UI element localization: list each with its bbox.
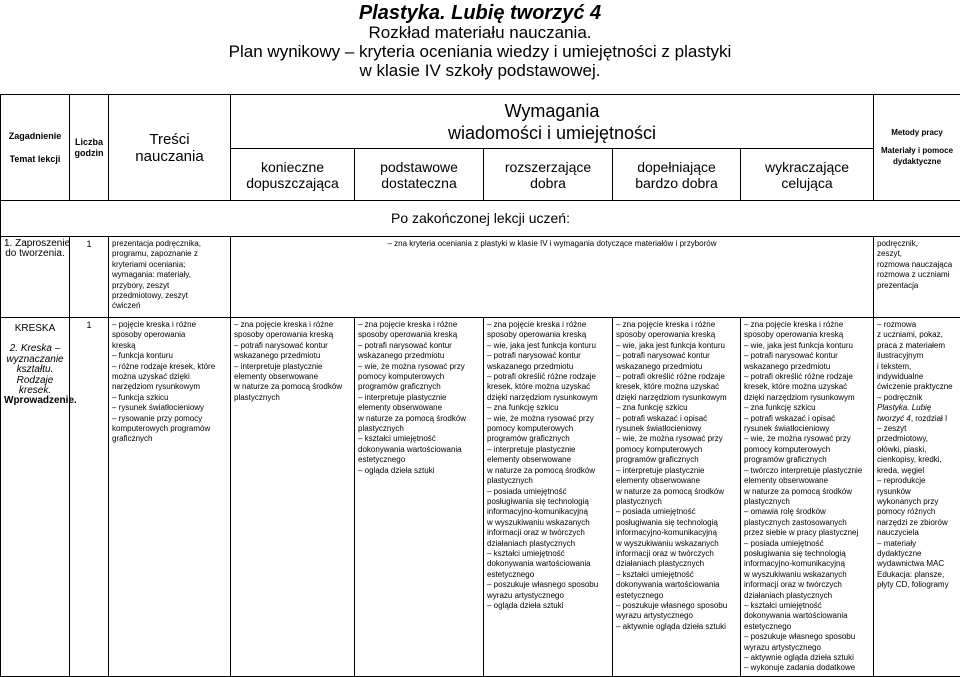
requirement-line: – wie, że można rysować przy: [744, 434, 870, 444]
requirement-line: – aktywnie ogląda dzieła sztuki: [616, 622, 737, 632]
requirement-line: plastycznych: [234, 393, 351, 403]
requirement-line: – poszukuje własnego sposobu: [487, 580, 609, 590]
content-line: komputerowych programów: [112, 424, 227, 434]
requirement-line: – kształci umiejętność: [616, 570, 737, 580]
row2-topic: KRESKA 2. Kreska – wyznaczanie kształtu. Rodzaje kresek. Wprowadzenie.: [1, 318, 70, 677]
requirement-line: programów graficznych: [744, 455, 870, 465]
requirement-line: posługiwania się technologią: [744, 549, 870, 559]
methods-line: rozmowa z uczniami: [877, 270, 957, 280]
topic-line: 2. Kreska –: [4, 344, 66, 354]
requirement-line: w naturze za pomocą środków: [616, 487, 737, 497]
content-line: – funkcja szkicu: [112, 393, 227, 403]
requirement-line: informacji oraz w twórczych: [616, 549, 737, 559]
requirement-line: – posiada umiejętność: [744, 539, 870, 549]
row2-level-3: [484, 318, 613, 677]
requirement-line: – zna funkcję szkicu: [744, 403, 870, 413]
requirement-line: – zna pojęcie kreska i różne: [234, 320, 351, 330]
row2-methods: [874, 318, 960, 677]
requirement-line: – zna funkcję szkicu: [616, 403, 737, 413]
row1-requirements: – zna kryteria oceniania z plastyki w klasie IV i wymagania dotyczące materiałów i przyborów: [231, 237, 874, 318]
requirement-line: – zna funkcję szkicu: [487, 403, 609, 413]
requirement-line: – wie, jaka jest funkcja konturu: [616, 341, 737, 351]
methods-line: przedmiotowy,: [877, 434, 957, 444]
methods-line: zeszyt,: [877, 249, 957, 259]
requirement-line: – kształci umiejętność: [744, 601, 870, 611]
requirement-line: informacji oraz w twórczych: [744, 580, 870, 590]
requirement-line: – potrafi określić różne rodzaje: [744, 372, 870, 382]
methods-line: Edukacja: plansze,: [877, 570, 957, 580]
header-requirements: Wymagania wiadomości i umiejętności: [231, 95, 874, 149]
requirement-line: przez siebie w pracy plastycznej: [744, 528, 870, 538]
requirement-line: wskazanego przedmiotu: [358, 351, 480, 361]
methods-line: ilustracyjnym: [877, 351, 957, 361]
row2-level-2: [355, 318, 484, 677]
requirement-line: plastycznych: [358, 424, 480, 434]
methods-line: nauczyciela: [877, 528, 957, 538]
requirement-line: wskazanego przedmiotu: [234, 351, 351, 361]
document-title: Plastyka. Lubię tworzyć 4: [0, 3, 960, 24]
methods-line: – podręcznik: [877, 393, 957, 403]
content-line: ćwiczeń: [112, 301, 227, 311]
header-level-2: podstawowe dostateczna: [355, 149, 484, 201]
requirement-line: – zna pojęcie kreska i różne: [744, 320, 870, 330]
header-content: Treści nauczania: [109, 95, 231, 201]
requirement-line: kresek, które można uzyskać: [744, 382, 870, 392]
content-line: prezentacja podręcznika,: [112, 239, 227, 249]
content-line: wymagania: materiały,: [112, 270, 227, 280]
methods-line: ołówki, piaski,: [877, 445, 957, 455]
requirement-line: plastycznych: [487, 476, 609, 486]
row1-methods: [874, 237, 960, 318]
content-line: – rysowanie przy pomocy: [112, 414, 227, 424]
requirement-line: posługiwania się technologią: [616, 518, 737, 528]
row1-topic: 1. Zaproszenie do tworzenia.: [1, 237, 70, 318]
requirement-line: – zna pojęcie kreska i różne: [616, 320, 737, 330]
requirement-line: w wyszukiwaniu wskazanych: [487, 518, 609, 528]
content-line: sposoby operowania: [112, 330, 227, 340]
requirement-line: posługiwania się technologią: [487, 497, 609, 507]
content-line: przybory, zeszyt: [112, 281, 227, 291]
requirement-line: informacyjno-komunikacyjną: [616, 528, 737, 538]
requirement-line: informacyjno-komunikacyjną: [487, 507, 609, 517]
curriculum-table: [0, 94, 960, 677]
methods-line: i tekstem,: [877, 362, 957, 372]
requirement-line: rysunek światłocieniowy: [616, 424, 737, 434]
methods-line: rozmowa nauczająca: [877, 260, 957, 270]
methods-line-suffix: , rozdział I: [911, 414, 947, 423]
requirement-line: pomocy komputerowych: [616, 445, 737, 455]
methods-line: podręcznik,: [877, 239, 957, 249]
methods-line: cienkopisy, kredki,: [877, 455, 957, 465]
methods-line: praca z materiałem: [877, 341, 957, 351]
requirement-line: dokonywania wartościowania: [616, 580, 737, 590]
requirement-line: – potrafi narysować kontur: [616, 351, 737, 361]
document-subtitle-plan: Plan wynikowy – kryteria oceniania wiedzy i umiejętności z plastyki: [0, 43, 960, 61]
requirement-line: elementy obserwowane: [487, 455, 609, 465]
methods-line-title: tworzyć 4, rozdział I: [877, 414, 957, 424]
header-after-lesson: Po zakończonej lekcji uczeń:: [1, 201, 960, 237]
requirement-line: – potrafi narysować kontur: [744, 351, 870, 361]
requirement-line: wskazanego przedmiotu: [616, 362, 737, 372]
requirement-line: wyrazu artystycznego: [744, 643, 870, 653]
requirement-line: programów graficznych: [487, 434, 609, 444]
topic-line: kształtu.: [4, 365, 66, 375]
requirement-line: działaniach plastycznych: [487, 539, 609, 549]
content-line: programu, zapoznanie z: [112, 249, 227, 259]
requirement-line: – wie, jaka jest funkcja konturu: [744, 341, 870, 351]
requirement-line: działaniach plastycznych: [616, 559, 737, 569]
requirement-line: działaniach plastycznych: [744, 591, 870, 601]
methods-line: – reprodukcje: [877, 476, 957, 486]
requirement-line: sposoby operowania kreską: [358, 330, 480, 340]
methods-line: płyty CD, foliogramy: [877, 580, 957, 590]
requirement-line: pomocy komputerowych: [487, 424, 609, 434]
row2-level-5: [741, 318, 874, 677]
topic-line: wyznaczanie: [4, 355, 66, 365]
requirement-line: – omawia rolę środków: [744, 507, 870, 517]
row2-content: [109, 318, 231, 677]
requirement-line: – potrafi narysować kontur: [234, 341, 351, 351]
requirement-line: – kształci umiejętność: [487, 549, 609, 559]
requirement-line: – posiada umiejętność: [616, 507, 737, 517]
content-line: narzędziom rysunkowym: [112, 382, 227, 392]
content-line: – różne rodzaje kresek, które: [112, 362, 227, 372]
header-level-5: wykraczające celująca: [741, 149, 874, 201]
requirement-line: wyrazu artystycznego: [616, 611, 737, 621]
requirement-line: elementy obserwowane: [744, 476, 870, 486]
methods-line: prezentacja: [877, 281, 957, 291]
row2-hours: 1: [70, 318, 109, 677]
methods-line: pomocy różnych: [877, 507, 957, 517]
requirement-line: wskazanego przedmiotu: [487, 362, 609, 372]
requirement-line: sposoby operowania kreską: [616, 330, 737, 340]
requirement-line: dzięki narzędziom rysunkowym: [487, 393, 609, 403]
header-methods: Metody pracy Materiały i pomoce dydaktyczne: [874, 95, 960, 201]
requirement-line: w naturze za pomocą środków: [234, 382, 351, 392]
requirement-line: – wykonuje zadania dodatkowe: [744, 663, 870, 673]
requirement-line: – potrafi określić różne rodzaje: [616, 372, 737, 382]
methods-line: ćwiczenie praktyczne: [877, 382, 957, 392]
requirement-line: – poszukuje własnego sposobu: [616, 601, 737, 611]
methods-line: – zeszyt: [877, 424, 957, 434]
document-subtitle: Rozkład materiału nauczania.: [0, 24, 960, 42]
requirement-line: sposoby operowania kreską: [234, 330, 351, 340]
methods-line: – rozmowa: [877, 320, 957, 330]
requirement-line: w wyszukiwaniu wskazanych: [744, 570, 870, 580]
row2-level-4: [613, 318, 741, 677]
content-line: – rysunek światłocieniowy: [112, 403, 227, 413]
requirement-line: w naturze za pomocą środków: [744, 487, 870, 497]
header-level-3: rozszerzające dobra: [484, 149, 613, 201]
requirement-line: kresek, które można uzyskać: [487, 382, 609, 392]
methods-line: narzędzi ze zbiorów: [877, 518, 957, 528]
requirement-line: kresek, które można uzyskać: [616, 382, 737, 392]
content-line: – pojęcie kreska i różne: [112, 320, 227, 330]
requirement-line: – interpretuje plastycznie: [234, 362, 351, 372]
requirement-line: – twórczo interpretuje plastycznie: [744, 466, 870, 476]
requirement-line: – zna pojęcie kreska i różne: [358, 320, 480, 330]
requirement-line: dokonywania wartościowania: [487, 559, 609, 569]
requirement-line: – wie, jaka jest funkcja konturu: [487, 341, 609, 351]
requirement-line: elementy obserwowane: [616, 476, 737, 486]
requirement-line: informacji oraz w twórczych: [487, 528, 609, 538]
requirement-line: sposoby operowania kreską: [487, 330, 609, 340]
content-line: przedmiotowy, zeszyt: [112, 291, 227, 301]
methods-line: rysunków: [877, 487, 957, 497]
requirement-line: sposoby operowania kreską: [744, 330, 870, 340]
requirement-line: plastycznych: [744, 497, 870, 507]
requirement-line: – wie, że można rysować przy: [358, 362, 480, 372]
requirement-line: – interpretuje plastycznie: [616, 466, 737, 476]
requirement-line: wskazanego przedmiotu: [744, 362, 870, 372]
header-topic: Zagadnienie Temat lekcji: [1, 95, 70, 201]
requirement-line: pomocy komputerowych: [358, 372, 480, 382]
requirement-line: – wie, że można rysować przy: [487, 414, 609, 424]
row1-hours: 1: [70, 237, 109, 318]
methods-line: kreda, węgiel: [877, 466, 957, 476]
requirement-line: – potrafi narysować kontur: [487, 351, 609, 361]
requirement-line: – zna pojęcie kreska i różne: [487, 320, 609, 330]
requirement-line: pomocy komputerowych: [744, 445, 870, 455]
requirement-line: estetycznego: [616, 591, 737, 601]
requirement-line: – ogląda dzieła sztuki: [487, 601, 609, 611]
requirement-line: – potrafi wskazać i opisać: [744, 414, 870, 424]
methods-line-title: Plastyka. Lubię: [877, 403, 957, 413]
requirement-line: w naturze za pomocą środków: [487, 466, 609, 476]
content-line: graficznych: [112, 434, 227, 444]
header-level-4: dopełniające bardzo dobra: [613, 149, 741, 201]
requirement-line: elementy obserwowane: [234, 372, 351, 382]
requirement-line: – wie, że można rysować przy: [616, 434, 737, 444]
requirement-line: elementy obserwowane: [358, 403, 480, 413]
requirement-line: rysunek światłocieniowy: [744, 424, 870, 434]
requirement-line: programów graficznych: [358, 382, 480, 392]
methods-line: wykonanych przy: [877, 497, 957, 507]
requirement-line: plastycznych zastosowanych: [744, 518, 870, 528]
requirement-line: – potrafi narysować kontur: [358, 341, 480, 351]
requirement-line: – kształci umiejętność: [358, 434, 480, 444]
requirement-line: – potrafi wskazać i opisać: [616, 414, 737, 424]
requirement-line: estetycznego: [744, 622, 870, 632]
requirement-line: dokonywania wartościowania: [358, 445, 480, 455]
requirement-line: dzięki narzędziom rysunkowym: [616, 393, 737, 403]
header-level-1: konieczne dopuszczająca: [231, 149, 355, 201]
header-hours: Liczba godzin: [70, 95, 109, 201]
requirement-line: – ogląda dzieła sztuki: [358, 466, 480, 476]
requirement-line: estetycznego: [358, 455, 480, 465]
content-line: kreską: [112, 341, 227, 351]
requirement-line: plastycznych: [616, 497, 737, 507]
requirement-line: programów graficznych: [616, 455, 737, 465]
row2-level-1: [231, 318, 355, 677]
methods-line: wydawnictwa MAC: [877, 559, 957, 569]
requirement-line: w naturze za pomocą środków: [358, 414, 480, 424]
requirement-line: – aktywnie ogląda dzieła sztuki: [744, 653, 870, 663]
methods-line: indywidualne: [877, 372, 957, 382]
requirement-line: – posiada umiejętność: [487, 487, 609, 497]
content-line: – funkcja konturu: [112, 351, 227, 361]
requirement-line: – interpretuje plastycznie: [487, 445, 609, 455]
methods-line: dydaktyczne: [877, 549, 957, 559]
content-line: można uzyskać dzięki: [112, 372, 227, 382]
requirement-line: dzięki narzędziom rysunkowym: [744, 393, 870, 403]
requirement-line: dokonywania wartościowania: [744, 611, 870, 621]
content-line: kryteriami oceniania;: [112, 260, 227, 270]
row1-content: [109, 237, 231, 318]
methods-line: – materiały: [877, 539, 957, 549]
topic-line: Rodzaje: [4, 376, 66, 386]
document-subtitle-class: w klasie IV szkoły podstawowej.: [0, 62, 960, 80]
requirement-line: estetycznego: [487, 570, 609, 580]
requirement-line: – interpretuje plastycznie: [358, 393, 480, 403]
requirement-line: w wyszukiwaniu wskazanych: [616, 539, 737, 549]
methods-line: z uczniami, pokaz,: [877, 330, 957, 340]
requirement-line: – poszukuje własnego sposobu: [744, 632, 870, 642]
topic-line: kresek.: [4, 386, 66, 396]
requirement-line: wyrazu artystycznego: [487, 591, 609, 601]
requirement-line: informacyjno-komunikacyjną: [744, 559, 870, 569]
requirement-line: – potrafi określić różne rodzaje: [487, 372, 609, 382]
